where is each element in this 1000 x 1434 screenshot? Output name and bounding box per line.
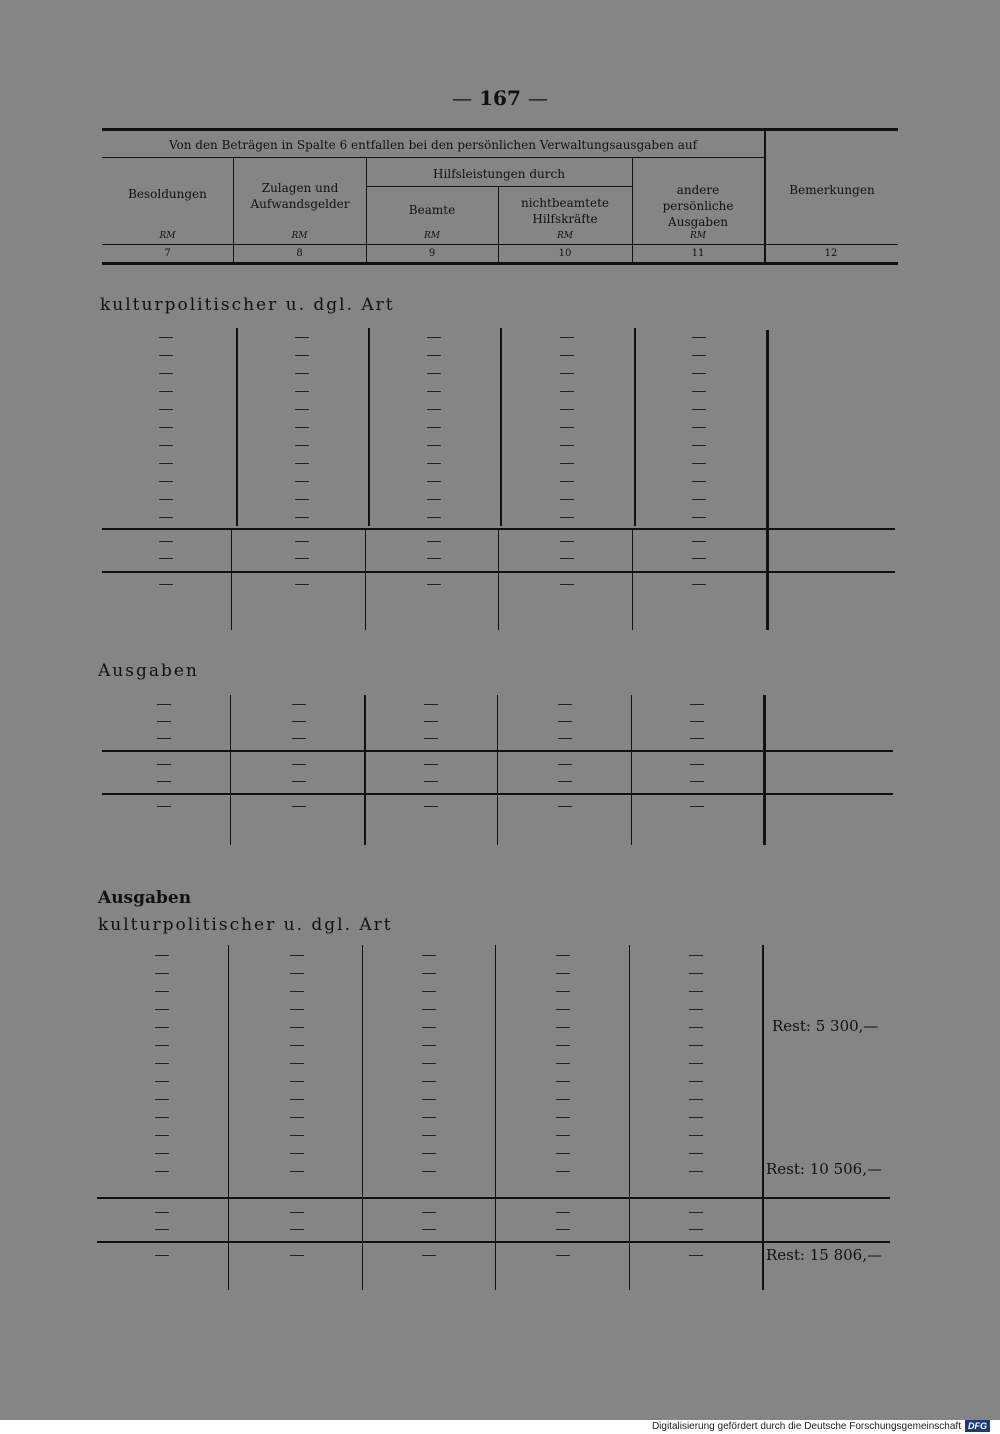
dash-cell — [155, 1212, 169, 1213]
dash-cell — [560, 355, 574, 356]
dash-cell — [689, 1229, 703, 1230]
dash-cell — [422, 1027, 436, 1028]
dash-cell — [560, 517, 574, 518]
dash-cell — [689, 1135, 703, 1136]
dash-cell — [558, 738, 572, 739]
dash-cell — [155, 991, 169, 992]
dash-cell — [689, 1063, 703, 1064]
dash-cell — [689, 1153, 703, 1154]
dash-cell — [292, 781, 306, 782]
dash-cell — [157, 721, 171, 722]
dash-cell — [427, 355, 441, 356]
dash-cell — [427, 541, 441, 542]
dash-cell — [556, 973, 570, 974]
column-number: 7 — [164, 248, 171, 259]
header-col10: nichtbeamtete Hilfskräfte — [520, 196, 609, 226]
dash-cell — [290, 1099, 304, 1100]
dash-cell — [424, 738, 438, 739]
dash-cell — [427, 558, 441, 559]
dash-cell — [155, 1027, 169, 1028]
dash-cell — [155, 955, 169, 956]
dash-cell — [560, 427, 574, 428]
dash-cell — [159, 584, 173, 585]
dash-cell — [157, 764, 171, 765]
dash-cell — [422, 1045, 436, 1046]
dash-cell — [692, 584, 706, 585]
dash-cell — [692, 558, 706, 559]
dash-cell — [292, 738, 306, 739]
dash-cell — [690, 721, 704, 722]
dash-cell — [424, 781, 438, 782]
dash-cell — [290, 1063, 304, 1064]
dash-cell — [692, 541, 706, 542]
dash-cell — [159, 337, 173, 338]
dash-cell — [560, 481, 574, 482]
remark-rest: Rest: 10 506,— — [766, 1160, 882, 1178]
column-number: 11 — [691, 248, 705, 259]
remark-rest: Rest: 15 806,— — [766, 1246, 882, 1264]
dash-cell — [427, 373, 441, 374]
dash-cell — [159, 445, 173, 446]
dash-cell — [290, 1027, 304, 1028]
dash-cell — [295, 355, 309, 356]
unit-label: RM — [159, 231, 176, 241]
dash-cell — [556, 1045, 570, 1046]
dash-cell — [159, 391, 173, 392]
dash-cell — [159, 463, 173, 464]
dash-cell — [689, 1099, 703, 1100]
dash-cell — [155, 1135, 169, 1136]
dash-cell — [427, 445, 441, 446]
dash-cell — [690, 704, 704, 705]
dash-cell — [159, 558, 173, 559]
dash-cell — [558, 781, 572, 782]
dash-cell — [290, 1081, 304, 1082]
dash-cell — [155, 1063, 169, 1064]
header-hilfs: Hilfsleistungen durch — [433, 167, 565, 181]
dash-cell — [424, 721, 438, 722]
dash-cell — [422, 1212, 436, 1213]
dash-cell — [295, 391, 309, 392]
dash-cell — [427, 517, 441, 518]
dash-cell — [292, 704, 306, 705]
dash-cell — [290, 973, 304, 974]
dash-cell — [290, 1009, 304, 1010]
dash-cell — [560, 541, 574, 542]
dash-cell — [556, 1009, 570, 1010]
column-number: 9 — [428, 248, 436, 259]
page-number: — 167 — — [452, 86, 548, 110]
dash-cell — [560, 337, 574, 338]
unit-label: RM — [424, 231, 440, 241]
dash-cell — [292, 721, 306, 722]
dash-cell — [295, 373, 309, 374]
dash-cell — [427, 499, 441, 500]
dash-cell — [295, 463, 309, 464]
dash-cell — [424, 806, 438, 807]
dash-cell — [295, 337, 309, 338]
dash-cell — [689, 1255, 703, 1256]
dash-cell — [155, 1153, 169, 1154]
header-col11: andere persönliche Ausgaben — [662, 183, 734, 229]
dash-cell — [560, 584, 574, 585]
unit-label: RM — [557, 231, 573, 241]
dash-cell — [556, 1229, 570, 1230]
dash-cell — [290, 1135, 304, 1136]
dash-cell — [558, 704, 572, 705]
unit-label: RM — [690, 231, 706, 241]
dash-cell — [155, 1009, 169, 1010]
section-title: Ausgaben — [98, 661, 199, 681]
dash-cell — [689, 1117, 703, 1118]
dash-cell — [560, 445, 574, 446]
dash-cell — [692, 427, 706, 428]
footer-text: Digitalisierung gefördert durch die Deutsche Forschungsgemeinschaft — [651, 1420, 961, 1432]
dash-cell — [422, 1117, 436, 1118]
dash-cell — [295, 584, 309, 585]
dash-cell — [556, 1255, 570, 1256]
dash-cell — [157, 738, 171, 739]
dash-cell — [159, 481, 173, 482]
dash-cell — [155, 1117, 169, 1118]
dash-cell — [556, 1099, 570, 1100]
dash-cell — [295, 499, 309, 500]
dash-cell — [427, 584, 441, 585]
dash-cell — [556, 1063, 570, 1064]
dash-cell — [689, 1081, 703, 1082]
dash-cell — [689, 1212, 703, 1213]
dash-cell — [689, 1009, 703, 1010]
dash-cell — [155, 1171, 169, 1172]
dash-cell — [155, 1081, 169, 1082]
dash-cell — [157, 806, 171, 807]
dash-cell — [295, 445, 309, 446]
dash-cell — [692, 391, 706, 392]
dash-cell — [155, 1229, 169, 1230]
dash-cell — [692, 463, 706, 464]
dash-cell — [689, 973, 703, 974]
dash-cell — [424, 704, 438, 705]
dash-cell — [692, 517, 706, 518]
dash-cell — [558, 764, 572, 765]
dash-cell — [155, 973, 169, 974]
dash-cell — [422, 991, 436, 992]
dash-cell — [290, 955, 304, 956]
dash-cell — [689, 991, 703, 992]
dash-cell — [692, 373, 706, 374]
dash-cell — [157, 704, 171, 705]
dash-cell — [427, 463, 441, 464]
dash-cell — [556, 1171, 570, 1172]
dash-cell — [157, 781, 171, 782]
dash-cell — [290, 1171, 304, 1172]
dash-cell — [690, 781, 704, 782]
dash-cell — [427, 481, 441, 482]
column-number: 8 — [296, 248, 303, 259]
dash-cell — [556, 1117, 570, 1118]
dash-cell — [692, 355, 706, 356]
dash-cell — [295, 481, 309, 482]
dash-cell — [295, 409, 309, 410]
dash-cell — [290, 1153, 304, 1154]
dash-cell — [422, 973, 436, 974]
dash-cell — [292, 764, 306, 765]
dash-cell — [560, 391, 574, 392]
dash-cell — [155, 1045, 169, 1046]
dash-cell — [295, 517, 309, 518]
dash-cell — [690, 738, 704, 739]
dash-cell — [690, 764, 704, 765]
dash-cell — [427, 427, 441, 428]
dash-cell — [290, 991, 304, 992]
dash-cell — [690, 806, 704, 807]
dash-cell — [290, 1045, 304, 1046]
dash-cell — [290, 1212, 304, 1213]
dash-cell — [427, 409, 441, 410]
dash-cell — [422, 1063, 436, 1064]
dash-cell — [159, 409, 173, 410]
header-col7: Besoldungen — [128, 187, 207, 201]
dash-cell — [290, 1229, 304, 1230]
dash-cell — [692, 481, 706, 482]
section-subtitle: kulturpolitischer u. dgl. Art — [98, 915, 393, 935]
dash-cell — [422, 1171, 436, 1172]
dash-cell — [558, 721, 572, 722]
dash-cell — [556, 955, 570, 956]
dash-cell — [427, 391, 441, 392]
dash-cell — [295, 541, 309, 542]
dash-cell — [558, 806, 572, 807]
dash-cell — [422, 1229, 436, 1230]
header-col12: Bemerkungen — [789, 183, 875, 197]
section-title: Ausgaben — [98, 888, 192, 908]
dash-cell — [556, 1135, 570, 1136]
header-col9: Beamte — [408, 203, 456, 217]
header-col8: Zulagen und Aufwandsgelder — [250, 181, 350, 211]
dash-cell — [159, 373, 173, 374]
dash-cell — [422, 1255, 436, 1256]
footer — [652, 1420, 990, 1432]
dfg-logo: DFG — [965, 1420, 990, 1432]
dash-cell — [292, 806, 306, 807]
dash-cell — [692, 499, 706, 500]
dash-cell — [692, 337, 706, 338]
dash-cell — [422, 1153, 436, 1154]
dash-cell — [556, 1153, 570, 1154]
dash-cell — [159, 427, 173, 428]
dash-cell — [689, 1045, 703, 1046]
dash-cell — [290, 1117, 304, 1118]
dash-cell — [422, 1081, 436, 1082]
dash-cell — [422, 1099, 436, 1100]
dash-cell — [155, 1099, 169, 1100]
dash-cell — [290, 1255, 304, 1256]
dash-cell — [427, 337, 441, 338]
dash-cell — [692, 445, 706, 446]
dash-cell — [159, 355, 173, 356]
unit-label: RM — [291, 231, 308, 241]
dash-cell — [560, 499, 574, 500]
dash-cell — [556, 1212, 570, 1213]
header-span-title: Von den Beträgen in Spalte 6 entfallen bei den persönlichen Verwaltungsausgaben auf — [168, 138, 698, 152]
dash-cell — [159, 541, 173, 542]
dash-cell — [422, 1135, 436, 1136]
dash-cell — [159, 499, 173, 500]
dash-cell — [689, 1027, 703, 1028]
dash-cell — [560, 463, 574, 464]
dash-cell — [422, 955, 436, 956]
dash-cell — [295, 427, 309, 428]
column-number: 12 — [824, 248, 838, 259]
dash-cell — [689, 955, 703, 956]
dash-cell — [424, 764, 438, 765]
section-title: kulturpolitischer u. dgl. Art — [100, 295, 395, 315]
dash-cell — [689, 1171, 703, 1172]
dash-cell — [422, 1009, 436, 1010]
remark-rest: Rest: 5 300,— — [772, 1017, 879, 1035]
dash-cell — [155, 1255, 169, 1256]
dash-cell — [556, 1027, 570, 1028]
dash-cell — [560, 373, 574, 374]
dash-cell — [560, 409, 574, 410]
dash-cell — [295, 558, 309, 559]
dash-cell — [556, 1081, 570, 1082]
dash-cell — [692, 409, 706, 410]
dash-cell — [159, 517, 173, 518]
column-number: 10 — [558, 248, 572, 259]
dash-cell — [560, 558, 574, 559]
dash-cell — [556, 991, 570, 992]
